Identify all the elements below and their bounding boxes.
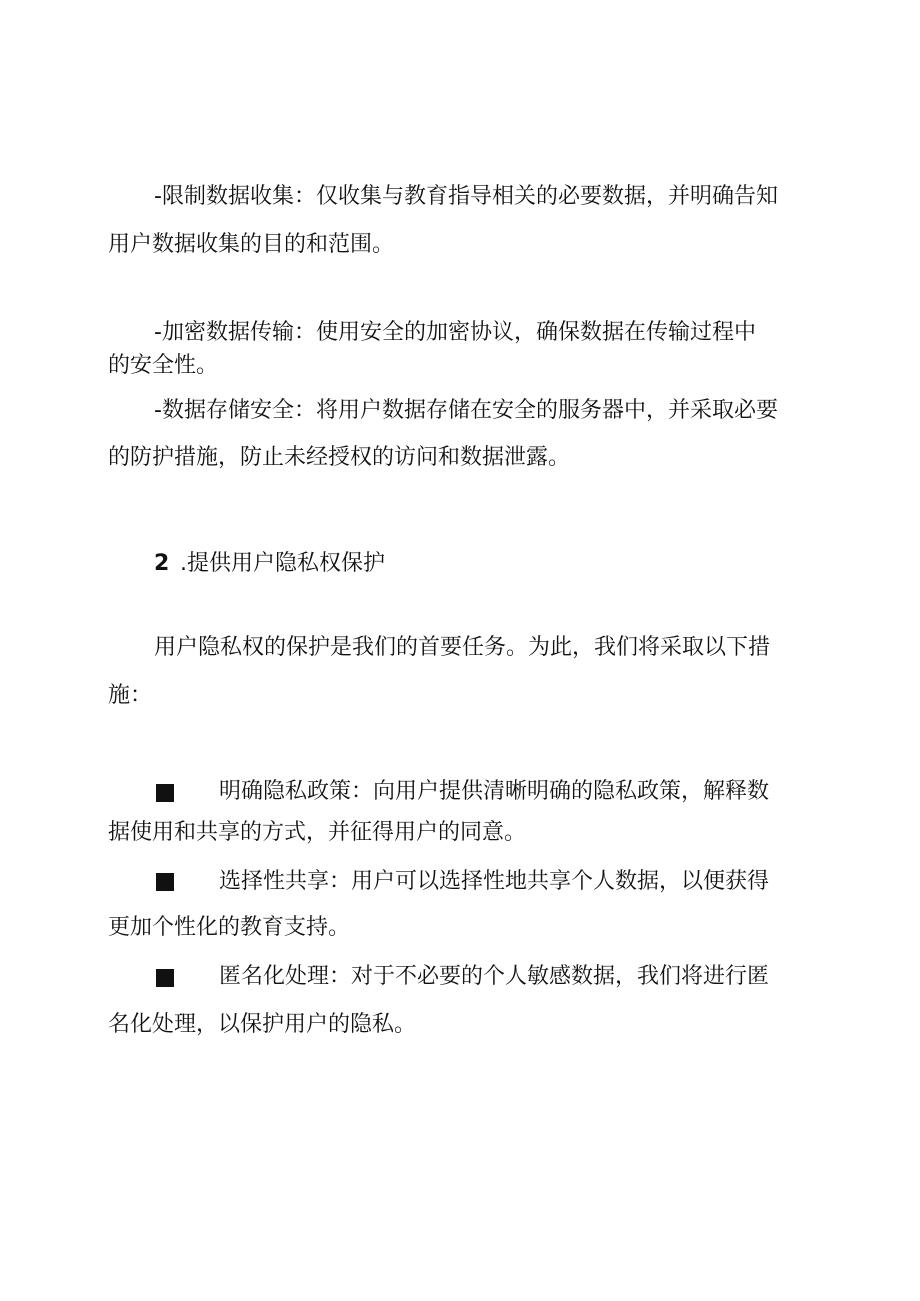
paragraph-encrypt-transfer-line1: -加密数据传输：使用安全的加密协议，确保数据在传输过程中 bbox=[154, 320, 756, 345]
intro-paragraph-line2: 施： bbox=[108, 683, 153, 708]
paragraph-storage-security-line1: -数据存储安全：将用户数据存储在安全的服务器中，并采取必要 bbox=[154, 398, 778, 423]
paragraph-storage-security-line2: 的防护措施，防止未经授权的访问和数据泄露。 bbox=[108, 445, 571, 470]
square-bullet-icon bbox=[156, 969, 174, 987]
square-bullet-icon bbox=[156, 873, 174, 891]
bullet-privacy-policy-line1: 明确隐私政策：向用户提供清晰明确的隐私政策，解释数 bbox=[219, 779, 770, 804]
bullet-privacy-policy-line2: 据使用和共享的方式，并征得用户的同意。 bbox=[108, 820, 527, 845]
bullet-anonymization-line1: 匿名化处理：对于不必要的个人敏感数据，我们将进行匿 bbox=[219, 964, 770, 989]
paragraph-encrypt-transfer-line2: 的安全性。 bbox=[108, 353, 219, 378]
bullet-selective-sharing-line1: 选择性共享：用户可以选择性地共享个人数据，以便获得 bbox=[219, 869, 770, 894]
section-number: 2 bbox=[154, 551, 170, 576]
square-bullet-icon bbox=[156, 784, 174, 802]
intro-paragraph-line1: 用户隐私权的保护是我们的首要任务。为此，我们将采取以下措 bbox=[154, 635, 771, 660]
bullet-selective-sharing-line2: 更加个性化的教育支持。 bbox=[108, 915, 351, 940]
section-title: .提供用户隐私权保护 bbox=[180, 551, 385, 576]
paragraph-limit-collection-line2: 用户数据收集的目的和范围。 bbox=[108, 232, 395, 257]
bullet-anonymization-line2: 名化处理，以保护用户的隐私。 bbox=[108, 1012, 417, 1037]
paragraph-limit-collection-line1: -限制数据收集：仅收集与教育指导相关的必要数据，并明确告知 bbox=[154, 184, 778, 209]
